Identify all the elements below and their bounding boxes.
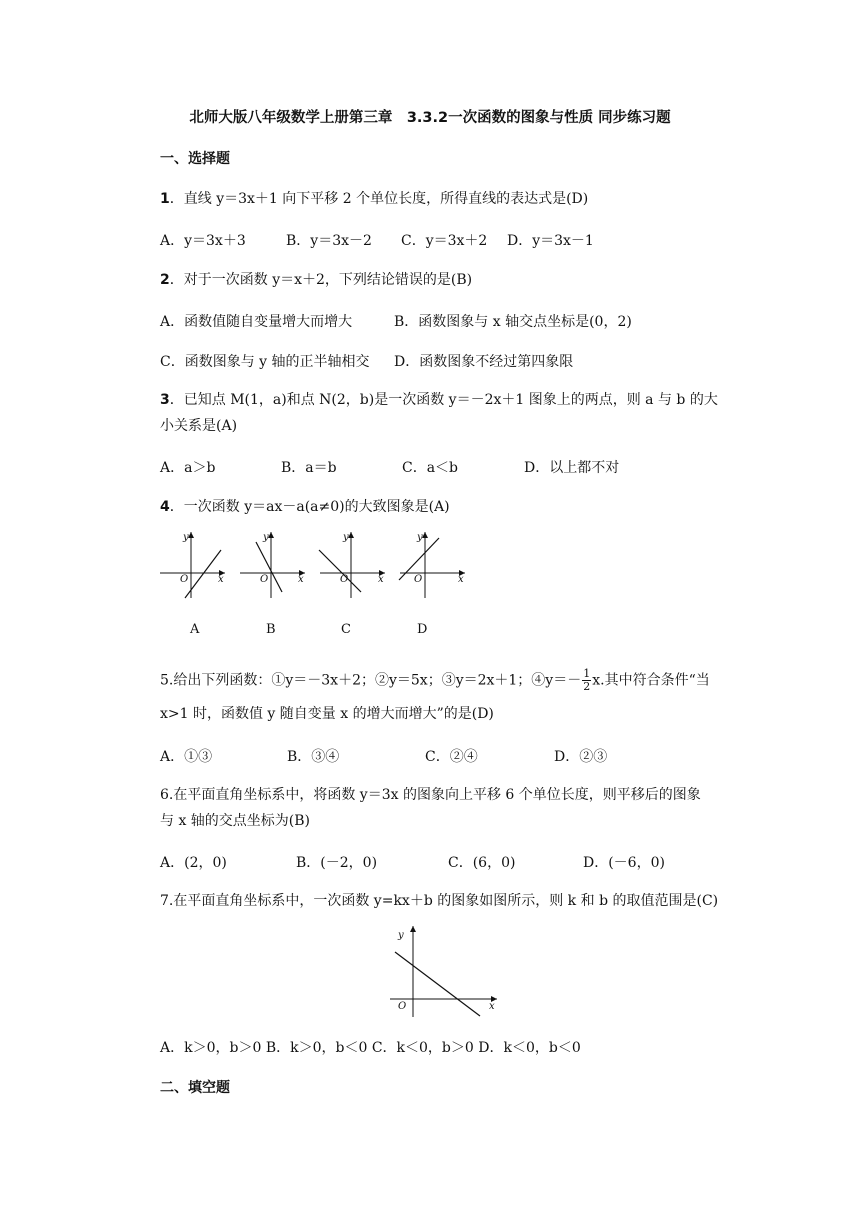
option-b: B．(－2，0) bbox=[296, 855, 378, 871]
question-text-tail: x.其中符合条件“当 bbox=[592, 672, 710, 689]
axis-y-label: y bbox=[343, 532, 349, 543]
question-2 bbox=[160, 271, 472, 289]
axis-x-label: x bbox=[489, 1001, 495, 1012]
axis-y-label: y bbox=[398, 930, 404, 941]
option-d: D．y＝3x－1 bbox=[507, 233, 594, 249]
graph-label-d: D bbox=[417, 622, 428, 637]
graph-line bbox=[319, 550, 361, 592]
question-6-continued: 与 x 轴的交点坐标为(B) bbox=[160, 813, 311, 829]
axis-y-label: y bbox=[263, 532, 269, 543]
option-a: A．y＝3x＋3 bbox=[160, 233, 246, 249]
question-text: ．对于一次函数 y＝x＋2，下列结论错误的是(B) bbox=[169, 272, 473, 288]
option-b: B．③④ bbox=[287, 749, 340, 765]
question-5 bbox=[160, 668, 710, 693]
q4-graphs bbox=[155, 528, 475, 603]
option-c: C．(6，0) bbox=[448, 855, 516, 871]
fraction-denominator: 2 bbox=[583, 680, 591, 693]
graph-c bbox=[319, 532, 385, 598]
option-a: A．函数值随自变量增大而增大 bbox=[160, 314, 353, 330]
graph-label-a: A bbox=[190, 622, 200, 637]
fraction bbox=[582, 668, 591, 693]
question-3 bbox=[160, 391, 718, 409]
option-c: C．y＝3x＋2 bbox=[401, 233, 488, 249]
option-a: A．(2，0) bbox=[160, 855, 227, 871]
graph-label-c: C bbox=[341, 622, 351, 637]
question-number: 1 bbox=[160, 191, 170, 207]
section-heading-fill: 二、填空题 bbox=[160, 1080, 230, 1096]
question-6: 6.在平面直角坐标系中，将函数 y＝3x 的图象向上平移 6 个单位长度，则平移后的图象 bbox=[160, 787, 701, 803]
option-b: B．a＝b bbox=[281, 460, 337, 476]
page-title: 北师大版八年级数学上册第三章 3.3.2一次函数的图象与性质 同步练习题 bbox=[189, 110, 671, 126]
question-4 bbox=[160, 498, 450, 516]
option-a: A．a＞b bbox=[160, 460, 216, 476]
axis-x-label: x bbox=[298, 574, 304, 585]
question-3-continued: 小关系是(A) bbox=[160, 418, 238, 434]
graph-line bbox=[395, 952, 480, 1016]
axis-x-label: x bbox=[218, 574, 224, 585]
axis-x-label: x bbox=[378, 574, 384, 585]
question-text: ．已知点 M(1，a)和点 N(2，b)是一次函数 y＝－2x＋1 图象上的两点，则 a 与 b 的大 bbox=[169, 392, 718, 408]
origin-label: O bbox=[340, 574, 349, 585]
option-c: C．a＜b bbox=[402, 460, 459, 476]
question-7-options: A．k＞0，b＞0 B．k＞0，b＜0 C．k＜0，b＞0 D．k＜0，b＜0 bbox=[160, 1040, 581, 1056]
option-d: D．②③ bbox=[554, 749, 608, 765]
graph-line bbox=[185, 550, 221, 598]
question-7: 7.在平面直角坐标系中，一次函数 y=kx＋b 的图象如图所示，则 k 和 b 的取值范围是(C) bbox=[160, 893, 719, 909]
question-text: ．一次函数 y＝ax－a(a≠0)的大致图象是(A) bbox=[169, 499, 450, 515]
axis-x-label: x bbox=[458, 574, 464, 585]
fraction-numerator: 1 bbox=[583, 667, 591, 680]
origin-label: O bbox=[260, 574, 269, 585]
origin-label: O bbox=[180, 574, 189, 585]
option-c: C．函数图象与 y 轴的正半轴相交 bbox=[160, 354, 370, 370]
option-a: A．①③ bbox=[160, 749, 213, 765]
option-c: C．②④ bbox=[425, 749, 478, 765]
section-heading-choice: 一、选择题 bbox=[160, 151, 230, 167]
graph-d bbox=[399, 532, 465, 598]
question-number: 4 bbox=[160, 499, 170, 515]
option-b: B．函数图象与 x 轴交点坐标是(0，2) bbox=[394, 314, 632, 330]
graph-label-b: B bbox=[266, 622, 276, 637]
graph-a bbox=[160, 532, 225, 598]
question-number: 2 bbox=[160, 272, 170, 288]
option-d: D．以上都不对 bbox=[524, 460, 620, 476]
origin-label: O bbox=[398, 1001, 407, 1012]
option-b: B．y＝3x－2 bbox=[286, 233, 372, 249]
question-text: ．直线 y＝3x＋1 向下平移 2 个单位长度，所得直线的表达式是(D) bbox=[169, 191, 589, 207]
axis-y-label: y bbox=[183, 532, 189, 543]
origin-label: O bbox=[414, 574, 423, 585]
question-number: 3 bbox=[160, 392, 170, 408]
graph-b bbox=[240, 532, 305, 598]
option-d: D．函数图象不经过第四象限 bbox=[394, 354, 574, 370]
axis-y-label: y bbox=[417, 532, 423, 543]
question-5-continued: x>1 时，函数值 y 随自变量 x 的增大而增大”的是(D) bbox=[160, 706, 494, 722]
option-d: D．(－6，0) bbox=[583, 855, 665, 871]
question-1 bbox=[160, 190, 588, 208]
q7-graph bbox=[385, 922, 505, 1022]
question-text: 5.给出下列函数：①y＝－3x＋2；②y＝5x；③y＝2x＋1；④y＝－ bbox=[160, 672, 582, 689]
